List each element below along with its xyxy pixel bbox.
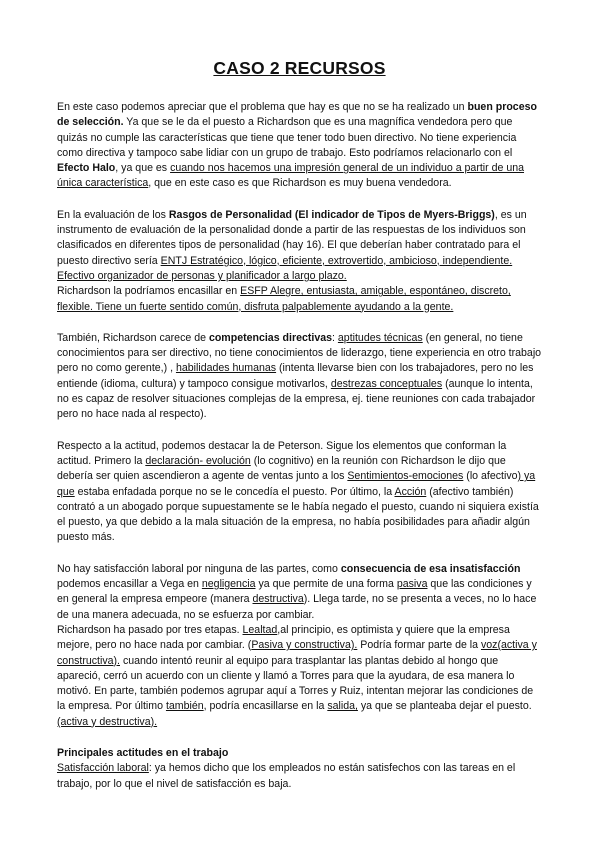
- p6-segment: destructiva: [252, 593, 304, 606]
- p7-segment: voz(activa y constructiva).: [57, 639, 537, 667]
- p1-segment: cuando nos hacemos una impresión general de un individuo a partir de una única característica: [57, 162, 525, 190]
- p2-segment: Rasgos de Personalidad (El indicador de Tipos de Myers-Briggs): [168, 208, 495, 221]
- p7-segment: también: [165, 700, 204, 713]
- p5-segment: ) ya que: [57, 470, 536, 498]
- p6-segment: que las condiciones y en general la empresa empeore (manera: [57, 578, 532, 606]
- p7-segment: salida,: [327, 700, 358, 713]
- p5-segment: Sentimientos-emociones: [347, 470, 464, 483]
- p6-segment: ya que permite de una forma: [255, 578, 397, 591]
- paragraph-rasgos-personalidad: [57, 208, 542, 284]
- p1-segment: , ya que es: [115, 162, 171, 175]
- p4-segment: (intenta llevarse bien con los trabajadores, pero no les entiende (idioma, cultura) y tampoco consigue motivarlos,: [57, 362, 534, 390]
- p5-segment: declaración- evolución: [145, 454, 251, 467]
- p1-segment: , que en este caso es que Richardson es muy buena vendedora.: [148, 177, 452, 190]
- p3-segment: Richardson la podríamos encasillar en: [57, 285, 241, 298]
- p4-segment: (en general, no tiene conocimientos para ser directivo, no tiene conocimientos de liderazgo, tiene experiencia en otro trabajo pero no como gerente,) ,: [57, 331, 542, 375]
- p6-segment: podemos encasillar a Vega en: [57, 578, 202, 591]
- p4-segment: competencias directivas: [208, 331, 333, 344]
- p1-segment: buen proceso de selección.: [57, 101, 537, 129]
- section-heading: Principales actitudes en el trabajo: [57, 746, 229, 759]
- p4-segment: habilidades humanas: [175, 362, 277, 375]
- p6-segment: consecuencia de esa insatisfacción: [340, 562, 521, 575]
- paragraph-seleccion: [57, 100, 542, 192]
- p7-segment: Richardson ha pasado por tres etapas.: [57, 623, 243, 636]
- p6-segment: negligencia: [201, 578, 256, 591]
- document-title: CASO 2 RECURSOS: [213, 58, 386, 78]
- paragraph-etapas: [57, 623, 542, 730]
- p7-segment: , podría encasillarse en la: [203, 700, 328, 713]
- p2-segment: ENTJ Estratégico, lógico, eficiente, extrovertido, ambicioso, independiente. Efectivo organizador de personas y planificador a largo plazo.: [57, 254, 513, 282]
- p4-segment: aptitudes técnicas: [337, 331, 423, 344]
- paragraph-satisfaccion: [57, 562, 542, 623]
- p4-segment: También, Richardson carece de: [57, 331, 209, 344]
- p2-segment: En la evaluación de los: [57, 208, 169, 221]
- p7-segment: ,al principio, es optimista y quiere que la empresa mejore, pero no hace nada por cambiar. (: [57, 623, 510, 652]
- paragraph-satisfaccion-laboral: [57, 761, 542, 792]
- paragraph-competencias: [57, 331, 542, 423]
- p4-segment: (aunque lo intenta, no es capaz de resolver situaciones complejas de la empresa, ej. tiene reuniones con cada trabajador pero no hace nada al respecto).: [57, 377, 536, 421]
- p1-segment: Ya que se le da el puesto a Richardson que es una magnífica vendedora pero que quizás no cumple las características que tiene que tener todo buen directivo. No tiene experiencia como directiva y tampoco sabe lidiar con un grupo de trabajo. Esto podríamos relacionarlo con el: [57, 116, 517, 159]
- p6-segment: No hay satisfacción laboral por ninguna de las partes, como: [57, 562, 341, 575]
- p6-segment: ). Llega tarde, no se presenta a veces, no lo hace de una manera adecuada, no se esfuerza por cambiar.: [57, 593, 537, 621]
- p7-segment: ya que se planteaba dejar el puesto.: [357, 700, 532, 713]
- paragraph-actitud: [57, 439, 542, 546]
- p2-segment: , es un instrumento de evaluación de la personalidad donde a partir de las respuestas de los individuos son clasificados en diferentes tipos de personalidad (hay 16). El que deberían haber contratado para el puesto directivo sería: [57, 208, 527, 267]
- p7-segment: Lealtad: [242, 623, 278, 636]
- p7-segment: cuando intentó reunir al equipo para trasplantar las plantas debido al hongo que apareció, cerró un acuerdo con un cliente y llamó a Torres para que la ayudara, de esa manera lo motivó. En parte, también podemos agrupar aquí a Torres y Ruiz, intentan mejorar las condiciones de la empresa. Por último: [57, 654, 534, 713]
- p6-segment: pasiva: [396, 578, 428, 591]
- p5-segment: estaba enfadada porque no se le concedía el puesto. Por último, la: [74, 485, 395, 498]
- p8-segment: Satisfacción laboral: [57, 762, 149, 775]
- p7-segment: Pasiva y constructiva).: [251, 639, 358, 652]
- p5-segment: (afectivo también) contrató a un abogado porque supuestamente se le había negado el puesto, cuando ni siquiera existía el puesto, ya que debido a la mala situación de la empresa, no había posibilidades para añadir algún puesto más.: [57, 485, 539, 544]
- p5-segment: Acción: [394, 485, 427, 498]
- p3-segment: ESFP Alegre, entusiasta, amigable, espontáneo, discreto, flexible. Tiene un fuerte sentido común, disfruta palpablemente ayudando a la gente.: [57, 285, 511, 313]
- p5-segment: Respecto a la actitud, podemos destacar la de Peterson. Sigue los elementos que conforman la actitud. Primero la: [57, 439, 507, 467]
- paragraph-richardson-esfp: [57, 284, 542, 315]
- p5-segment: (lo cognitivo) en la reunión con Richardson le dijo que debería ser quien ascendieron a agente de ventas junto a los: [57, 454, 506, 483]
- p7-segment: (activa y destructiva).: [57, 715, 158, 728]
- p5-segment: (lo afectivo: [463, 470, 518, 483]
- p1-segment: Efecto Halo: [57, 162, 116, 175]
- p7-segment: Podría formar parte de la: [357, 639, 481, 652]
- p1-segment: En este caso podemos apreciar que el problema que hay es que no se ha realizado un: [57, 101, 468, 113]
- p8-segment: : ya hemos dicho que los empleados no están satisfechos con las tareas en el trabajo, por lo que el nivel de satisfacción es baja.: [57, 762, 516, 790]
- p4-segment: :: [332, 331, 338, 344]
- p4-segment: destrezas conceptuales: [330, 377, 443, 390]
